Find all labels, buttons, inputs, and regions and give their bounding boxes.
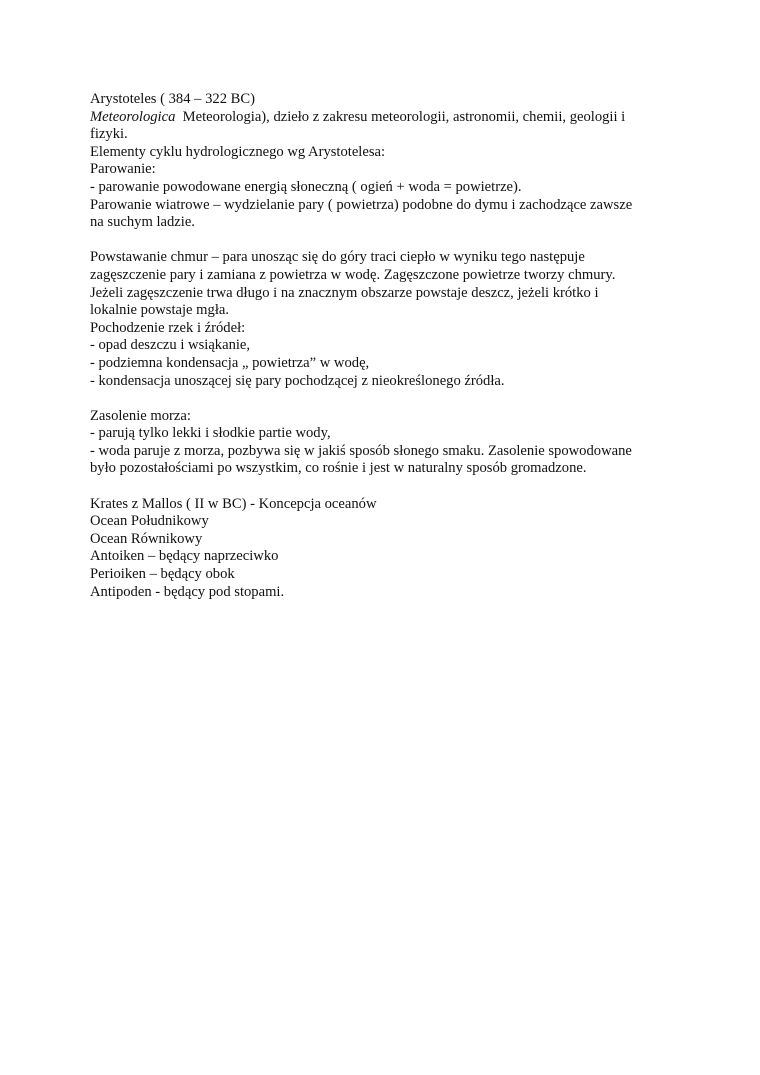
section-sea-salinity: [90, 408, 680, 478]
text-line: - kondensacja unoszącej się pary pochodzącej z nieokreślonego źródła.: [90, 372, 505, 389]
document-page: [90, 91, 680, 601]
text-line: [90, 109, 680, 127]
text-line: było pozostałościami po wszystkim, co rośnie i jest w naturalny sposób gromadzone.: [90, 460, 587, 477]
text-line: - woda paruje z morza, pozbywa się w jakiś sposób słonego smaku. Zasolenie spowodowane: [90, 442, 632, 459]
text-line: Antoiken – będący naprzeciwko: [90, 548, 279, 565]
text-line: fizyki.: [90, 126, 128, 143]
section-aristotle: [90, 91, 680, 232]
text-line: - opad deszczu i wsiąkanie,: [90, 337, 251, 354]
text-line: lokalnie powstaje mgła.: [90, 302, 230, 319]
text-line: Ocean Równikowy: [90, 530, 203, 547]
text-line: Antipoden - będący pod stopami.: [90, 583, 285, 600]
text-line: Arystoteles ( 384 – 322 BC): [90, 91, 255, 107]
text-line: Parowanie wiatrowe – wydzielanie pary ( powietrza) podobne do dymu i zachodzące zawsze: [90, 196, 633, 213]
paragraph-spacer: [90, 478, 680, 496]
paragraph-spacer: [90, 232, 680, 250]
section-krates: [90, 496, 680, 602]
text-line: - parują tylko lekki i słodkie partie wody,: [90, 425, 331, 442]
text-span: Meteorologia), dzieło z zakresu meteorologii, astronomii, chemii, geologii i: [175, 108, 626, 125]
text-line: Perioiken – będący obok: [90, 566, 235, 583]
text-line: - parowanie powodowane energią słoneczną ( ogień + woda = powietrze).: [90, 178, 522, 195]
text-line: Jeżeli zagęszczenie trwa długo i na znacznym obszarze powstaje deszcz, jeżeli krótko i: [90, 284, 599, 301]
text-line: Zasolenie morza:: [90, 407, 191, 424]
text-line: zagęszczenie pary i zamiana z powietrza w wodę. Zagęszczone powietrze tworzy chmury.: [90, 266, 616, 283]
text-line: Powstawanie chmur – para unosząc się do góry traci ciepło w wyniku tego następuje: [90, 249, 585, 266]
work-title: Meteorologica: [90, 108, 176, 125]
text-line: Ocean Południkowy: [90, 513, 209, 530]
text-line: Elementy cyklu hydrologicznego wg Arystotelesa:: [90, 143, 386, 160]
text-line: na suchym ladzie.: [90, 214, 195, 231]
text-line: - podziemna kondensacja „ powietrza” w wodę,: [90, 354, 370, 371]
section-clouds-rivers: [90, 249, 680, 390]
text-line: Pochodzenie rzek i źródeł:: [90, 319, 246, 336]
text-line: Krates z Mallos ( II w BC) - Koncepcja oceanów: [90, 495, 377, 512]
text-line: Parowanie:: [90, 161, 156, 178]
paragraph-spacer: [90, 390, 680, 408]
